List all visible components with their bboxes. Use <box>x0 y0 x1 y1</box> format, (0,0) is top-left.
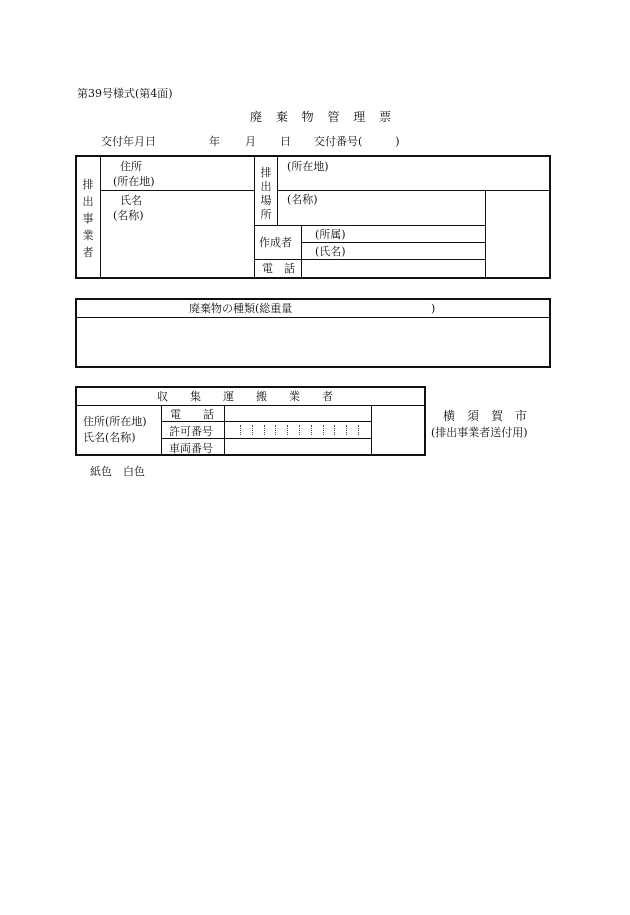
issue-day-label: 日 <box>280 135 291 148</box>
issue-number-label: 交付番号( ) <box>314 135 400 148</box>
issue-date-label: 交付年月日 <box>101 135 156 148</box>
document-title: 廃 棄 物 管 理 票 <box>250 110 397 124</box>
digit-separator <box>252 425 253 435</box>
issue-year-label: 年 <box>209 135 220 148</box>
discharge-site-label-char: 所 <box>260 208 272 221</box>
creator-affiliation: (所属) <box>315 228 346 241</box>
divider <box>162 438 371 439</box>
divider <box>301 226 302 278</box>
copy-destination: (排出事業者送付用) <box>431 426 528 439</box>
digit-separator <box>311 425 312 435</box>
divider <box>76 317 550 318</box>
digit-separator <box>299 425 300 435</box>
divider <box>255 225 485 226</box>
waste-type-label: 廃棄物の種類(総重量 <box>189 302 293 315</box>
divider <box>278 190 550 191</box>
digit-separator <box>275 425 276 435</box>
discharger-label-char: 出 <box>82 195 94 208</box>
discharger-address-sub: (所在地) <box>113 175 155 188</box>
transporter-address-label: 住所(所在地) <box>83 415 147 428</box>
digit-separator <box>346 425 347 435</box>
digit-separator <box>287 425 288 435</box>
discharger-address-label: 住所 <box>120 160 142 173</box>
transporter-name-label: 氏名(名称) <box>83 431 136 444</box>
discharger-label-char: 者 <box>82 246 94 259</box>
discharger-table <box>75 155 551 279</box>
discharge-site-label-char: 場 <box>260 194 272 207</box>
divider <box>277 156 278 226</box>
divider <box>224 406 225 455</box>
divider <box>255 259 485 260</box>
site-phone-label: 電 話 <box>262 262 295 275</box>
waste-close-paren: ) <box>431 302 436 315</box>
digit-separator <box>358 425 359 435</box>
discharger-label-char: 業 <box>82 229 94 242</box>
discharger-label-char: 排 <box>82 178 94 191</box>
divider <box>485 191 486 278</box>
divider <box>162 421 371 422</box>
digit-separator <box>240 425 241 435</box>
divider <box>161 406 162 455</box>
waste-table <box>75 298 551 368</box>
city-name: 横 須 賀 市 <box>443 409 528 423</box>
paper-color: 紙色 白色 <box>90 465 145 478</box>
creator-label: 作成者 <box>259 236 292 249</box>
digit-separator <box>323 425 324 435</box>
permit-number-label: 許可番号 <box>169 425 213 438</box>
divider <box>100 156 101 278</box>
divider <box>302 242 485 243</box>
discharge-site-name: (名称) <box>287 193 318 206</box>
divider <box>101 190 254 191</box>
vehicle-number-label: 車両番号 <box>169 442 213 455</box>
discharge-site-label-char: 排 <box>260 166 272 179</box>
discharger-name-label: 氏名 <box>120 194 142 207</box>
discharge-site-label <box>259 166 273 222</box>
issue-month-label: 月 <box>245 135 256 148</box>
discharge-site-location: (所在地) <box>287 160 329 173</box>
divider <box>371 406 372 455</box>
form-number: 第39号様式(第4面) <box>77 87 173 100</box>
transporter-header: 収 集 運 搬 業 者 <box>157 390 333 403</box>
transporter-phone-label: 電 話 <box>170 408 214 421</box>
digit-separator <box>264 425 265 435</box>
permit-number-field <box>240 425 359 435</box>
discharge-site-label-char: 出 <box>260 180 272 193</box>
digit-separator <box>334 425 335 435</box>
discharger-label <box>81 176 95 261</box>
discharger-label-char: 事 <box>82 212 94 225</box>
discharger-name-sub: (名称) <box>113 209 144 222</box>
creator-name: (氏名) <box>315 245 346 258</box>
divider <box>76 405 425 406</box>
